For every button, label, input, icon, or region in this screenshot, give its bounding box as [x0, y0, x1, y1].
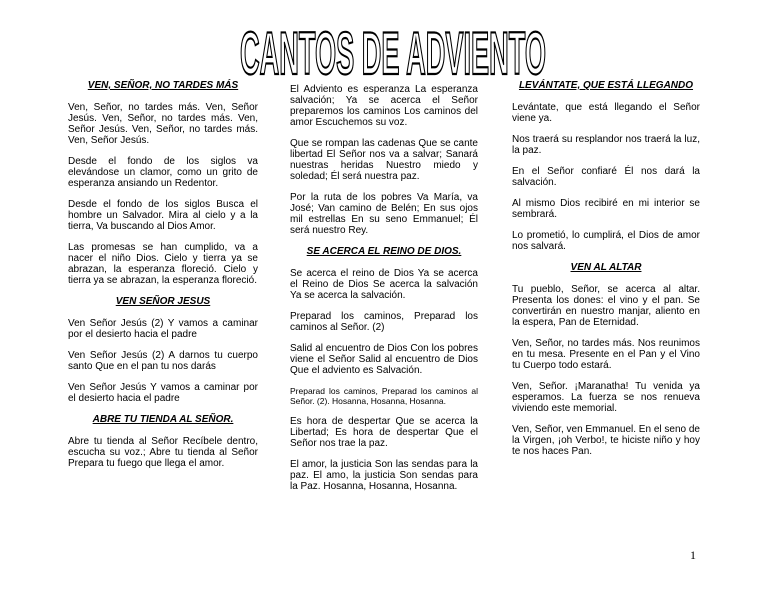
lyric-paragraph: Lo prometió, lo cumplirá, el Dios de amor nos salvará.	[512, 230, 700, 252]
lyric-paragraph: Salid al encuentro de Dios Con los pobres viene el Señor Salid al encuentro de Dios Que el adviento es Salvación.	[290, 343, 478, 376]
song-heading-ven-al-altar: VEN AL ALTAR	[570, 262, 642, 273]
lyric-paragraph: Tu pueblo, Señor, se acerca al altar. Presenta los dones: el vino y el pan. Se convertirán en nuestro manjar, aliento en la espera, Pan de Eternidad.	[512, 284, 700, 328]
lyric-paragraph: Preparad los caminos, Preparad los caminos al Señor. (2). Hosanna, Hosanna, Hosanna.	[290, 386, 478, 406]
title-text: CANTOS DE ADVIENTO	[240, 20, 546, 84]
lyric-paragraph: Que se rompan las cadenas Que se cante libertad El Señor nos va a salvar; Sanará nuestras heridas Nuestro miedo y soledad; Él será nuestra paz.	[290, 138, 478, 182]
column-left	[68, 80, 258, 479]
lyric-paragraph: Ven, Señor, no tardes más. Ven, Señor Jesús. Ven, Señor, no tardes más. Ven, Señor Jesús. Ven, Señor, no tardes más. Ven, Señor Jesús.	[68, 102, 258, 146]
lyric-paragraph: El Adviento es esperanza La esperanza salvación; Ya se acerca el Señor preparemos los caminos Los caminos del amor Escuchemos su voz.	[290, 84, 478, 128]
song-heading-se-acerca-el-reino: SE ACERCA EL REINO DE DIOS.	[306, 246, 462, 257]
lyric-paragraph: Nos traerá su resplandor nos traerá la luz, la paz.	[512, 134, 700, 156]
lyric-paragraph: Ven, Señor, ven Emmanuel. En el seno de la Virgen, ¡oh Verbo!, te hiciste niño y hoy te nos haces Pan.	[512, 424, 700, 457]
lyric-paragraph: Preparad los caminos, Preparad los caminos al Señor. (2)	[290, 311, 478, 333]
lyric-paragraph: El amor, la justicia Son las sendas para la paz. El amo, la justicia Son sendas para la Paz. Hosanna, Hosanna, Hosanna.	[290, 459, 478, 492]
page-title	[236, 14, 550, 84]
lyric-paragraph: Ven Señor Jesús (2) Y vamos a caminar por el desierto hacia el padre	[68, 318, 258, 340]
lyric-paragraph: Ven, Señor. ¡Maranatha! Tu venida ya esperamos. La fuerza se nos renueva viviendo este memorial.	[512, 381, 700, 414]
lyric-paragraph: Al mismo Dios recibiré en mi interior se sembrará.	[512, 198, 700, 220]
lyric-paragraph: Ven, Señor, no tardes más. Nos reunimos en tu mesa. Presente en el Pan y el Vino tu Cuerpo todo estará.	[512, 338, 700, 371]
song-heading-ven-senor-no-tardes: VEN, SEÑOR, NO TARDES MÁS	[87, 80, 239, 91]
lyric-paragraph: Por la ruta de los pobres Va María, va José; Van camino de Belén; En sus ojos mil estrellas En su seno Emmanuel; Él será nuestro Rey.	[290, 192, 478, 236]
lyric-paragraph: En el Señor confiaré Él nos dará la salvación.	[512, 166, 700, 188]
column-right	[512, 80, 700, 467]
lyric-paragraph: Desde el fondo de los siglos Busca el hombre un Salvador. Mira al cielo y a la tierra, Va buscando al Dios Amor.	[68, 199, 258, 232]
song-heading-levantate: LEVÁNTATE, QUE ESTÁ LLEGANDO	[518, 80, 694, 91]
lyric-paragraph: Es hora de despertar Que se acerca la Libertad; Es hora de despertar Que el Señor nos trae la paz.	[290, 416, 478, 449]
lyric-paragraph: Ven Señor Jesús (2) A darnos tu cuerpo santo Que en el pan tu nos darás	[68, 350, 258, 372]
lyric-paragraph: Se acerca el reino de Dios Ya se acerca el Reino de Dios Se acerca la salvación Ya se acerca la salvación.	[290, 268, 478, 301]
lyric-paragraph: Levántate, que está llegando el Señor viene ya.	[512, 102, 700, 124]
lyric-paragraph: Las promesas se han cumplido, va a nacer el niño Dios. Cielo y tierra ya se abrazan, la esperanza floreció. Cielo y tierra ya se abrazan, la esperanza floreció.	[68, 242, 258, 286]
song-heading-abre-tu-tienda: ABRE TU TIENDA AL SEÑOR.	[92, 414, 234, 425]
lyric-paragraph: Ven Señor Jesús Y vamos a caminar por el desierto hacia el padre	[68, 382, 258, 404]
song-heading-ven-senor-jesus: VEN SEÑOR JESUS	[115, 296, 211, 307]
column-middle	[290, 84, 478, 502]
lyric-paragraph: Desde el fondo de los siglos va elevándose un clamor, como un grito de esperanza ansiando un Redentor.	[68, 156, 258, 189]
lyric-paragraph: Abre tu tienda al Señor Recíbele dentro, escucha su voz.; Abre tu tienda al Señor Prepara tu fuego que llega el amor.	[68, 436, 258, 469]
page-number: 1	[690, 548, 696, 562]
